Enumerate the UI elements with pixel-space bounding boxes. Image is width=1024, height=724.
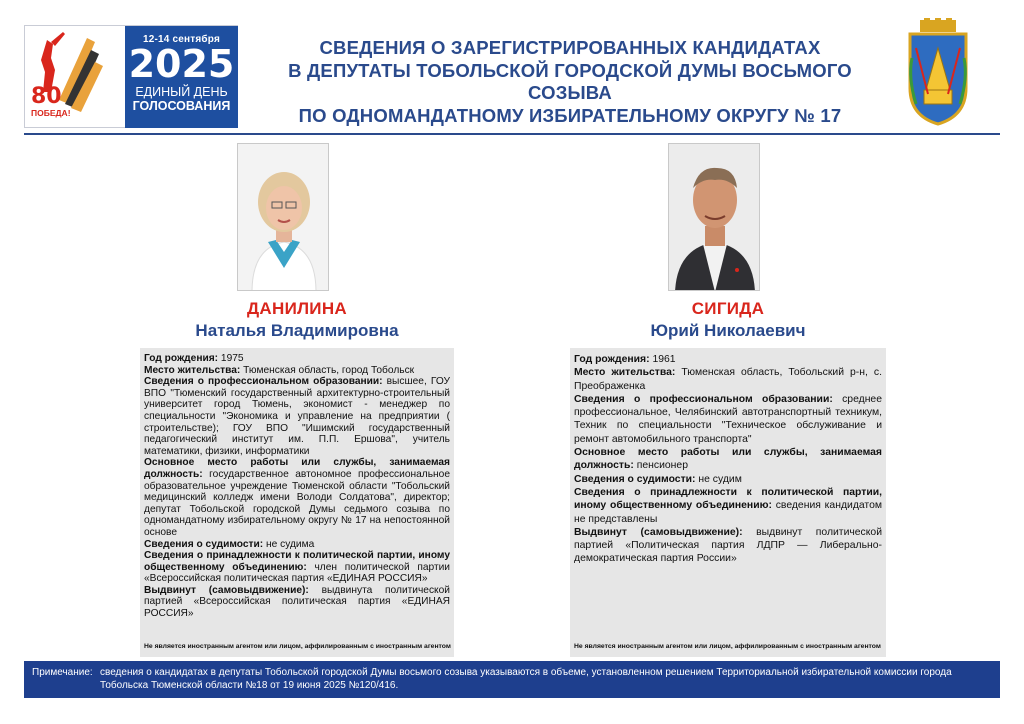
birth-year-row xyxy=(144,353,450,365)
conviction-value: не судим xyxy=(698,473,742,485)
party-row xyxy=(574,486,882,526)
tobolsk-coat-of-arms-icon xyxy=(906,18,970,126)
candidate-2-name xyxy=(570,298,886,342)
candidate-1-given-names: Наталья Владимировна xyxy=(195,321,399,340)
title-line-1: СВЕДЕНИЯ О ЗАРЕГИСТРИРОВАННЫХ КАНДИДАТАХ xyxy=(319,37,821,58)
nominated-value: выдвинута политической партией «Всероссийская политическая партия «ЕДИНАЯ РОССИЯ» xyxy=(144,584,450,620)
nominated-value: выдвинут политической партией «Политическая партия ЛДПР — Либерально-демократическая партия России» xyxy=(574,526,883,565)
title-line-2: В ДЕПУТАТЫ ТОБОЛЬСКОЙ ГОРОДСКОЙ ДУМЫ ВОСЬМОГО СОЗЫВА xyxy=(288,59,852,103)
education-value: среднее профессиональное, Челябинский автотранспортный техникум, Техник по специальности "Техническое обслуживание и ремонт автомобильного транспорта" xyxy=(574,393,882,445)
pobeda-label: ПОБЕДА! xyxy=(31,108,71,118)
education-row xyxy=(574,393,882,446)
nominated-label: Выдвинут (самовыдвижение): xyxy=(144,584,309,596)
party-label: Сведения о принадлежности к политической партии, иному общественному объединению: xyxy=(144,550,450,573)
party-value: член политической партии «Всероссийская политическая партия «ЕДИНАЯ РОССИЯ» xyxy=(144,561,450,585)
foreign-agent-note: Не является иностранным агентом или лицом, аффилированным с иностранным агентом xyxy=(574,642,881,650)
birth-label: Год рождения: xyxy=(144,353,219,364)
residence-row xyxy=(144,365,450,377)
election-day-line2: ГОЛОСОВАНИЯ xyxy=(132,99,231,113)
candidate-2-info-card xyxy=(570,348,886,657)
work-label: Основное место работы или службы, занимаемая должность: xyxy=(574,447,882,472)
header-divider xyxy=(24,133,1000,135)
woman-portrait-icon xyxy=(238,144,329,291)
residence-value: Тюменская область, город Тобольск xyxy=(243,364,415,376)
footer-note-bar xyxy=(24,661,1000,698)
election-year: 2025 xyxy=(128,42,235,86)
conviction-label: Сведения о судимости: xyxy=(574,473,696,485)
birth-value: 1961 xyxy=(652,354,676,365)
footer-note-label: Примечание: xyxy=(32,667,93,678)
nominated-row xyxy=(574,526,882,566)
nominated-label: Выдвинут (самовыдвижение): xyxy=(574,526,743,538)
education-label: Сведения о профессиональном образовании: xyxy=(144,376,383,388)
residence-row xyxy=(574,366,882,393)
education-label: Сведения о профессиональном образовании: xyxy=(574,393,833,405)
work-row xyxy=(144,457,450,538)
residence-label: Место жительства: xyxy=(574,367,676,379)
anniversary-number: 80 xyxy=(31,84,62,109)
candidate-2-given-names: Юрий Николаевич xyxy=(650,321,806,340)
footer-note-text: сведения о кандидатах в депутаты Тобольской городской Думы восьмого созыва указываются в объеме, установленном решением Территориальной избирательной комиссии города Тобольска Тюменской области №18 от 19 июня 2025 №120/416. xyxy=(100,667,952,691)
candidate-1-name xyxy=(140,298,454,342)
birth-value: 1975 xyxy=(220,353,244,364)
nominated-row xyxy=(144,585,450,620)
residence-value: Тюменская область, Тобольский р-н, с. Преображенка xyxy=(574,367,882,392)
page-title xyxy=(245,37,895,127)
candidate-2-surname: СИГИДА xyxy=(691,299,765,318)
education-value: высшее, ГОУ ВПО "Тюменский государственный архитектурно-строительный университет город Тюмень, экономист - менеджер по специальности "Экономика и управление на предприятии ( строительстве); ГОУ ВПО "Ишимский государственный педагогический институт им. П.П. Ершова", учитель математики, физики, информатики xyxy=(144,376,450,457)
election-day-panel xyxy=(125,26,238,128)
candidate-1-photo xyxy=(237,143,329,291)
conviction-label: Сведения о судимости: xyxy=(144,538,264,550)
residence-label: Место жительства: xyxy=(144,364,241,376)
work-label: Основное место работы или службы, занимаемая должность: xyxy=(144,457,450,480)
candidate-1-info-card xyxy=(140,348,454,657)
birth-label: Год рождения: xyxy=(574,354,650,365)
candidate-1-surname: ДАНИЛИНА xyxy=(247,299,347,318)
party-label: Сведения о принадлежности к политической партии, иному общественному объединению: xyxy=(574,486,882,512)
title-line-3: ПО ОДНОМАНДАТНОМУ ИЗБИРАТЕЛЬНОМУ ОКРУГУ № 17 xyxy=(298,104,842,126)
work-value: государственное автономное профессиональное образовательное учреждение Тюменской области "Тобольский медицинский колледж имени Володи Солдатова", директор; депутат Тобольской городской Думы седьмого созыва по одномандатному избирательному округу № 17 на непостоянной основе xyxy=(144,468,450,538)
candidate-2-photo xyxy=(668,143,760,291)
election-day-logo xyxy=(24,25,238,128)
education-row xyxy=(144,376,450,457)
birth-year-row xyxy=(574,353,882,366)
conviction-row xyxy=(144,539,450,551)
party-row xyxy=(144,550,450,585)
election-dates: 12-14 сентября xyxy=(142,34,221,45)
man-portrait-icon xyxy=(669,144,760,291)
conviction-value: не судима xyxy=(265,538,315,550)
party-value: сведения кандидатом не представлены xyxy=(574,500,882,525)
work-value: пенсионер xyxy=(636,460,688,472)
conviction-row xyxy=(574,473,882,486)
work-row xyxy=(574,446,882,473)
election-day-line1: ЕДИНЫЙ ДЕНЬ xyxy=(135,85,228,99)
foreign-agent-note: Не является иностранным агентом или лицом, аффилированным с иностранным агентом xyxy=(144,643,451,651)
